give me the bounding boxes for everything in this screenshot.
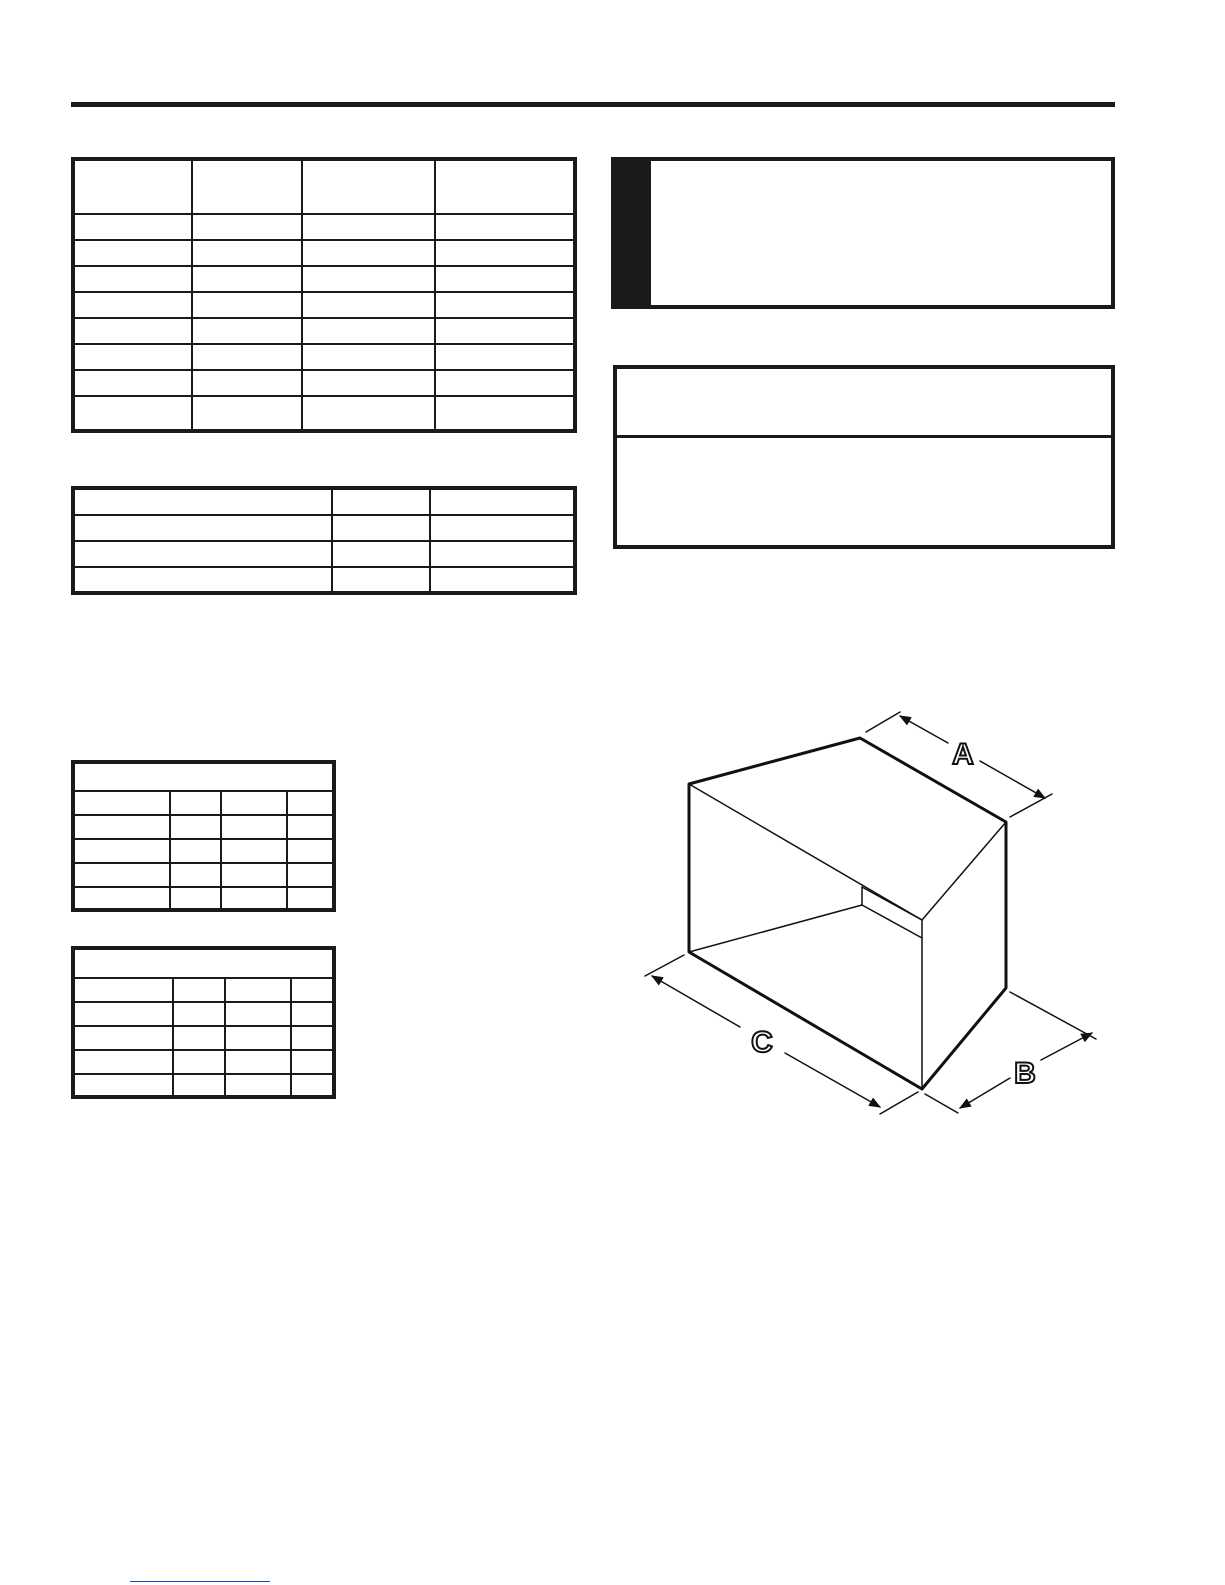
- dimension-label-c: C: [751, 1026, 773, 1059]
- table-cell: [333, 542, 431, 568]
- table-cell: [436, 241, 573, 267]
- table-cell: [436, 267, 573, 293]
- table-cell: [292, 1003, 332, 1027]
- table-header-cell: [75, 161, 193, 215]
- table-cell: [292, 1027, 332, 1051]
- table-cell: [303, 345, 436, 371]
- table-title-cell: [75, 764, 332, 792]
- table-cell: [174, 1027, 226, 1051]
- notice-divider: [617, 435, 1111, 438]
- table-cell: [75, 542, 333, 568]
- table-cell: [292, 1051, 332, 1075]
- table-cell: [75, 241, 193, 267]
- table-cell: [75, 864, 171, 888]
- table-cell: [193, 293, 303, 319]
- table-cell: [431, 568, 573, 591]
- table-cell: [222, 888, 288, 908]
- table-cell: [226, 1027, 292, 1051]
- table-cell: [292, 1075, 332, 1095]
- header-rule: [71, 102, 1115, 107]
- table-cell: [222, 792, 288, 816]
- table-cell: [431, 490, 573, 516]
- table-cell: [436, 293, 573, 319]
- table-cell: [303, 241, 436, 267]
- table-cell: [288, 888, 332, 908]
- table-cell: [75, 1027, 174, 1051]
- table-cell: [436, 371, 573, 397]
- table-cell: [75, 490, 333, 516]
- warning-box: [611, 157, 1115, 309]
- table-cell: [288, 864, 332, 888]
- spec-table-1: [71, 157, 577, 433]
- table-cell: [226, 1075, 292, 1095]
- table-cell: [75, 816, 171, 840]
- table-header-cell: [303, 161, 436, 215]
- table-cell: [436, 345, 573, 371]
- notice-box: [613, 365, 1115, 549]
- table-cell: [75, 215, 193, 241]
- table-cell: [303, 293, 436, 319]
- table-cell: [171, 864, 222, 888]
- table-cell: [75, 792, 171, 816]
- table-header-cell: [193, 161, 303, 215]
- table-cell: [333, 568, 431, 591]
- table-cell: [193, 241, 303, 267]
- table-cell: [222, 864, 288, 888]
- table-cell: [193, 371, 303, 397]
- table-cell: [226, 979, 292, 1003]
- table-cell: [193, 345, 303, 371]
- dimension-label-a: A: [952, 738, 974, 771]
- table-cell: [171, 792, 222, 816]
- table-header-cell: [436, 161, 573, 215]
- table-cell: [193, 319, 303, 345]
- table-cell: [288, 792, 332, 816]
- table-cell: [436, 215, 573, 241]
- table-cell: [193, 267, 303, 293]
- table-cell: [431, 516, 573, 542]
- table-cell: [75, 840, 171, 864]
- table-cell: [174, 1003, 226, 1027]
- table-cell: [292, 979, 332, 1003]
- table-cell: [174, 979, 226, 1003]
- table-cell: [75, 1051, 174, 1075]
- table-cell: [75, 293, 193, 319]
- table-cell: [75, 979, 174, 1003]
- table-cell: [226, 1051, 292, 1075]
- table-cell: [303, 319, 436, 345]
- table-cell: [333, 490, 431, 516]
- table-cell: [303, 371, 436, 397]
- table-cell: [171, 816, 222, 840]
- table-cell: [75, 267, 193, 293]
- table-cell: [75, 371, 193, 397]
- table-cell: [75, 397, 193, 429]
- table-cell: [288, 840, 332, 864]
- table-cell: [303, 397, 436, 429]
- table-cell: [174, 1075, 226, 1095]
- table-cell: [171, 840, 222, 864]
- dimension-label-b: B: [1014, 1057, 1036, 1090]
- spec-table-3: [71, 760, 336, 912]
- dimension-diagram: [620, 690, 1120, 1130]
- table-cell: [75, 568, 333, 591]
- table-cell: [303, 215, 436, 241]
- table-cell: [333, 516, 431, 542]
- table-cell: [193, 215, 303, 241]
- table-cell: [222, 840, 288, 864]
- warning-side-bar: [615, 161, 651, 305]
- table-cell: [226, 1003, 292, 1027]
- table-cell: [75, 319, 193, 345]
- footer-link-underline: [130, 1581, 270, 1582]
- table-cell: [303, 267, 436, 293]
- table-cell: [171, 888, 222, 908]
- table-cell: [75, 1003, 174, 1027]
- table-cell: [193, 397, 303, 429]
- table-cell: [75, 888, 171, 908]
- table-cell: [431, 542, 573, 568]
- table-cell: [75, 516, 333, 542]
- table-cell: [174, 1051, 226, 1075]
- table-cell: [288, 816, 332, 840]
- table-cell: [222, 816, 288, 840]
- table-cell: [75, 345, 193, 371]
- table-cell: [436, 319, 573, 345]
- table-cell: [75, 1075, 174, 1095]
- spec-table-2: [71, 486, 577, 595]
- table-cell: [436, 397, 573, 429]
- table-title-cell: [75, 950, 332, 979]
- spec-table-4: [71, 946, 336, 1099]
